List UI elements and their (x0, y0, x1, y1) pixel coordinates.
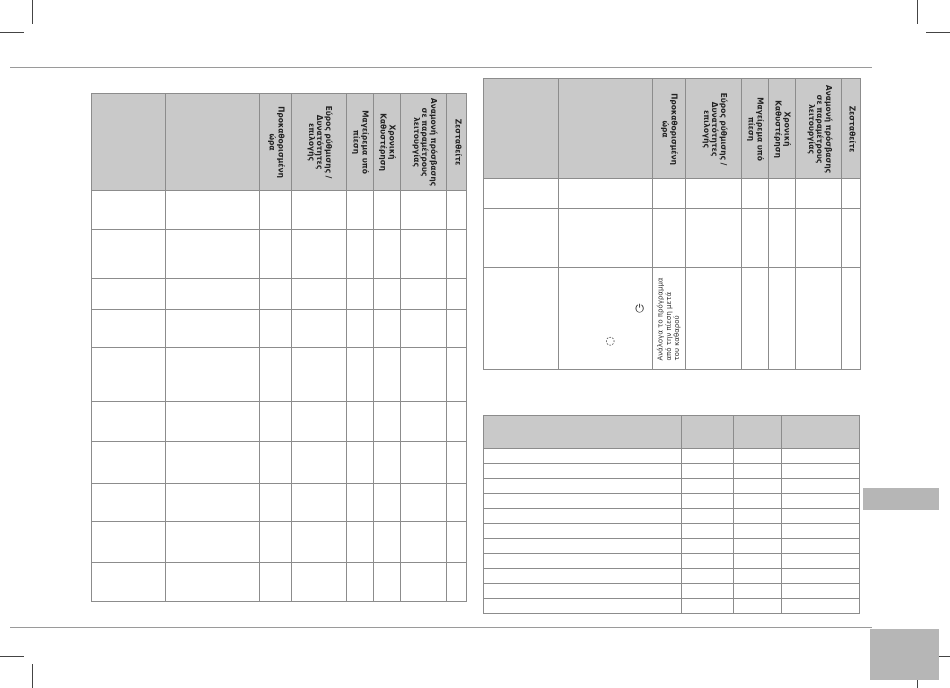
table-row (484, 584, 860, 599)
bottom-header-cell-1 (484, 416, 682, 449)
right-header-cell-2 (559, 79, 653, 179)
table-row (484, 449, 860, 464)
table-row (92, 310, 467, 348)
table-row (484, 268, 861, 370)
table-row (484, 479, 860, 494)
left-header-access: Αναμονή πρόσβασης σε παραμέτρους λειτουργίας (401, 94, 447, 191)
table-row (484, 209, 861, 268)
left-header-pressure: Μαγείρεμα υπό πίεση (347, 94, 374, 191)
bottom-header-cell-4 (782, 416, 860, 449)
table-row (92, 402, 467, 442)
left-header-delay: Χρονική Καθυστέρηση (374, 94, 401, 191)
left-header-preset-time: Προκαθορισμένη ώρα (260, 94, 292, 191)
left-header-range: Εύρος ρύθμισης / Δυνατότητες επιλογής (292, 94, 347, 191)
right-header-access: Αναμονή πρόσβασης σε παραμέτρους λειτουργίας (796, 79, 842, 179)
page-number-tab (870, 629, 939, 680)
right-header-delay: Χρονική Καθυστέρηση (769, 79, 796, 179)
crop-mark-tr-h (926, 32, 950, 33)
section-tab (863, 488, 939, 510)
bottom-header-cell-2 (682, 416, 734, 449)
crop-mark-tr-v (917, 0, 918, 24)
left-header-keep-warm: Ζεσταθείτε (447, 94, 467, 191)
crop-mark-tl-h (0, 32, 24, 33)
left-header-cell-2 (166, 94, 260, 191)
table-row (92, 563, 467, 602)
table-row (484, 464, 860, 479)
table-row (92, 442, 467, 484)
bottom-header-cell-3 (734, 416, 782, 449)
right-header-keep-warm: Ζεσταθείτε (842, 79, 861, 179)
circle-icon: ◌ (605, 334, 615, 347)
table-row (484, 569, 860, 584)
power-icon: ⏻ (635, 302, 644, 315)
table-row (92, 279, 467, 310)
left-header-row (92, 94, 467, 191)
table-row (92, 484, 467, 522)
bottom-table (483, 415, 860, 614)
table-row (484, 539, 860, 554)
right-header-pressure: Μαγείρεμα υπό πίεση (742, 79, 769, 179)
right-program-table (483, 78, 861, 370)
table-row (92, 191, 467, 230)
table-row (92, 230, 467, 279)
table-row (484, 554, 860, 569)
table-row (484, 599, 860, 614)
note-cell (653, 268, 686, 370)
right-header-range: Εύρος ρύθμισης / Δυνατότητες επιλογής (686, 79, 742, 179)
crop-mark-tl-v (32, 0, 33, 24)
right-header-cell-1 (484, 79, 559, 179)
bottom-header-row (484, 416, 860, 449)
table-row (92, 348, 467, 402)
footer-rule (10, 627, 872, 628)
note-text: Ανάλογα το πρόγραμμα από την πίεση μετά του καθαρού (656, 276, 682, 361)
right-header-preset-time: Προκαθορισμένη ώρα (653, 79, 686, 179)
table-row (92, 522, 467, 563)
table-row (484, 524, 860, 539)
table-row (484, 509, 860, 524)
table-row (484, 494, 860, 509)
left-program-table (91, 93, 467, 602)
header-rule (10, 67, 872, 68)
crop-mark-bl-h (0, 656, 24, 657)
left-header-cell-1 (92, 94, 166, 191)
symbols-cell (559, 268, 653, 370)
crop-mark-bl-v (32, 664, 33, 688)
table-row (484, 179, 861, 209)
right-header-row (484, 79, 861, 179)
